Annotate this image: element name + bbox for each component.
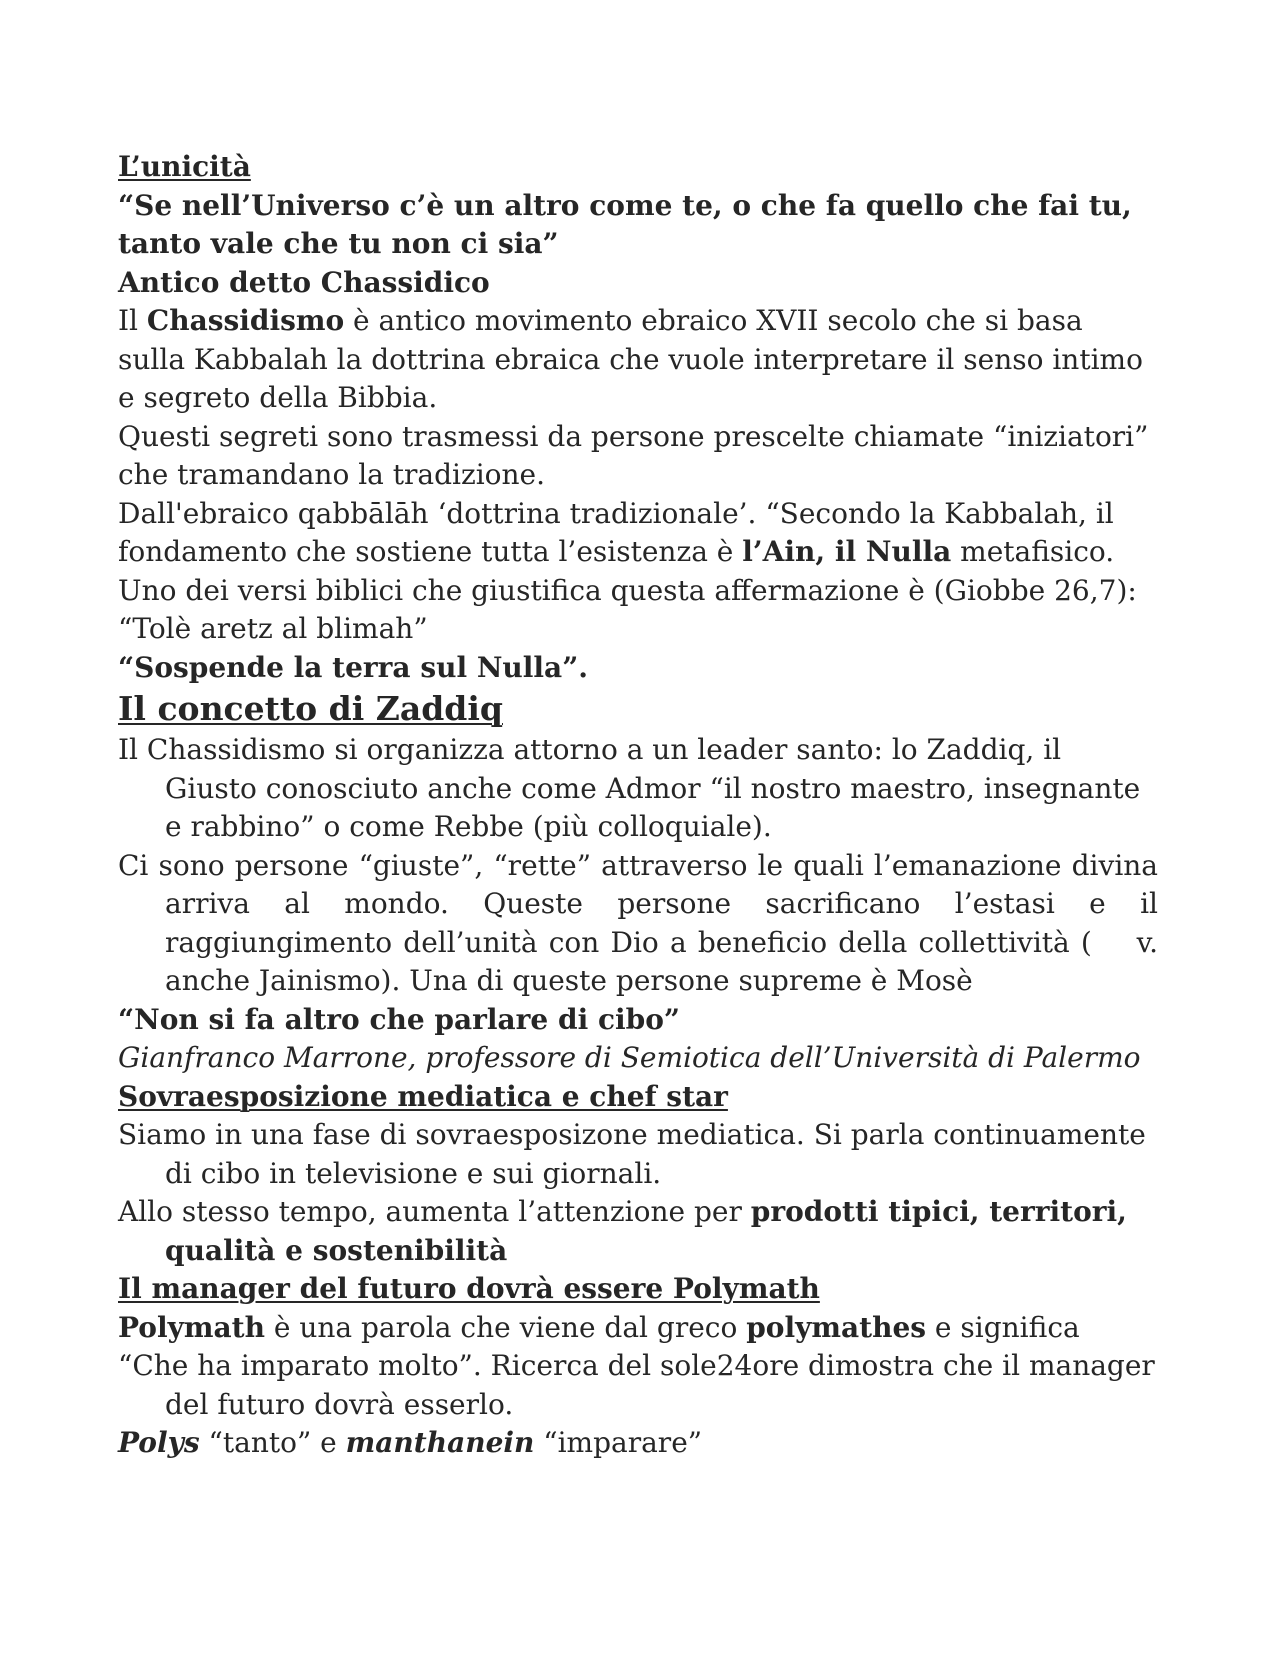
paragraph: Questi segreti sono trasmessi da persone prescelte chiamate “iniziatori” che tramandano la tradizione. (118, 419, 1149, 491)
bold-term: l’Ain, il Nulla (742, 535, 952, 568)
paragraph (118, 1309, 1158, 1348)
paragraph-text: è una parola che viene dal greco (264, 1310, 747, 1344)
section-heading: L’unicità (118, 150, 251, 183)
hanging-paragraph: Il Chassidismo si organizza attorno a un leader santo: lo Zaddiq, il Giusto conosciuto anche come Admor “il nostro maestro, insegnante e rabbino” o come Rebbe (più colloquiale). (118, 733, 1141, 843)
paragraph-text: Il (118, 304, 147, 337)
hanging-paragraph: Ci sono persone “giuste”, “rette” attraverso le quali l’emanazione divina arriva al mondo. Queste persone sacrificano l’estasi e il raggiungimento dell’unità con Dio a beneficio della collettività ( v. anche Jainismo). Una di queste persone supreme è Mosè (118, 848, 1167, 997)
paragraph (118, 1424, 1158, 1463)
section-heading: Il manager del futuro dovrà essere Polymath (118, 1272, 820, 1305)
hanging-paragraph: “Che ha imparato molto”. Ricerca del sole24ore dimostra che il manager del futuro dovrà esserlo. (118, 1349, 1155, 1421)
section-heading: Il concetto di Zaddiq (118, 689, 503, 728)
quote-attribution: Antico detto Chassidico (118, 265, 490, 299)
paragraph (118, 495, 1158, 572)
bold-term: prodotti tipici, territori, qualità e sostenibilità (165, 1195, 1127, 1267)
bold-italic-term: manthanein (345, 1426, 535, 1459)
paragraph-text: “imparare” (534, 1426, 703, 1459)
quote: “Non si fa altro che parlare di cibo” (118, 1002, 680, 1036)
bold-term: Chassidismo (146, 304, 345, 337)
paragraph: “Tolè aretz al blimah” (118, 612, 428, 645)
paragraph-text: metafisico. (951, 535, 1115, 568)
bold-italic-term: Polys (118, 1426, 200, 1459)
section-heading: Sovraesposizione mediatica e chef star (118, 1079, 728, 1113)
bold-term: Polymath (118, 1310, 265, 1344)
paragraph-text: è antico movimento ebraico XVII secolo che si basa sulla Kabbalah la dottrina ebraica che vuole interpretare il senso intimo e segreto della Bibbia. (118, 304, 1143, 414)
quote-attribution: Gianfranco Marrone, professore di Semiotica dell’Università di Palermo (118, 1041, 1141, 1074)
hanging-paragraph (118, 1193, 1158, 1270)
paragraph-text: Dall'ebraico qabbālāh ‘dottrina tradizionale’. “Secondo la Kabbalah, il fondamento che sostiene tutta l’esistenza è (118, 496, 1114, 568)
hanging-paragraph: Siamo in una fase di sovraesposizone mediatica. Si parla continuamente di cibo in televisione e sui giornali. (118, 1118, 1146, 1190)
paragraph: Uno dei versi biblici che giustifica questa affermazione è (Giobbe 26,7): (118, 573, 1137, 607)
paragraph (118, 302, 1158, 418)
bold-quote: “Sospende la terra sul Nulla”. (118, 650, 589, 684)
bold-term: polymathes (746, 1310, 927, 1344)
paragraph-text: Allo stesso tempo, aumenta l’attenzione per (118, 1195, 751, 1228)
document-body (118, 148, 1167, 1463)
paragraph-text: e significa (926, 1310, 1080, 1344)
quote: “Se nell’Universo c’è un altro come te, o che fa quello che fai tu, tanto vale che tu non ci sia” (118, 188, 1132, 260)
paragraph-text: “tanto” e (199, 1426, 346, 1459)
